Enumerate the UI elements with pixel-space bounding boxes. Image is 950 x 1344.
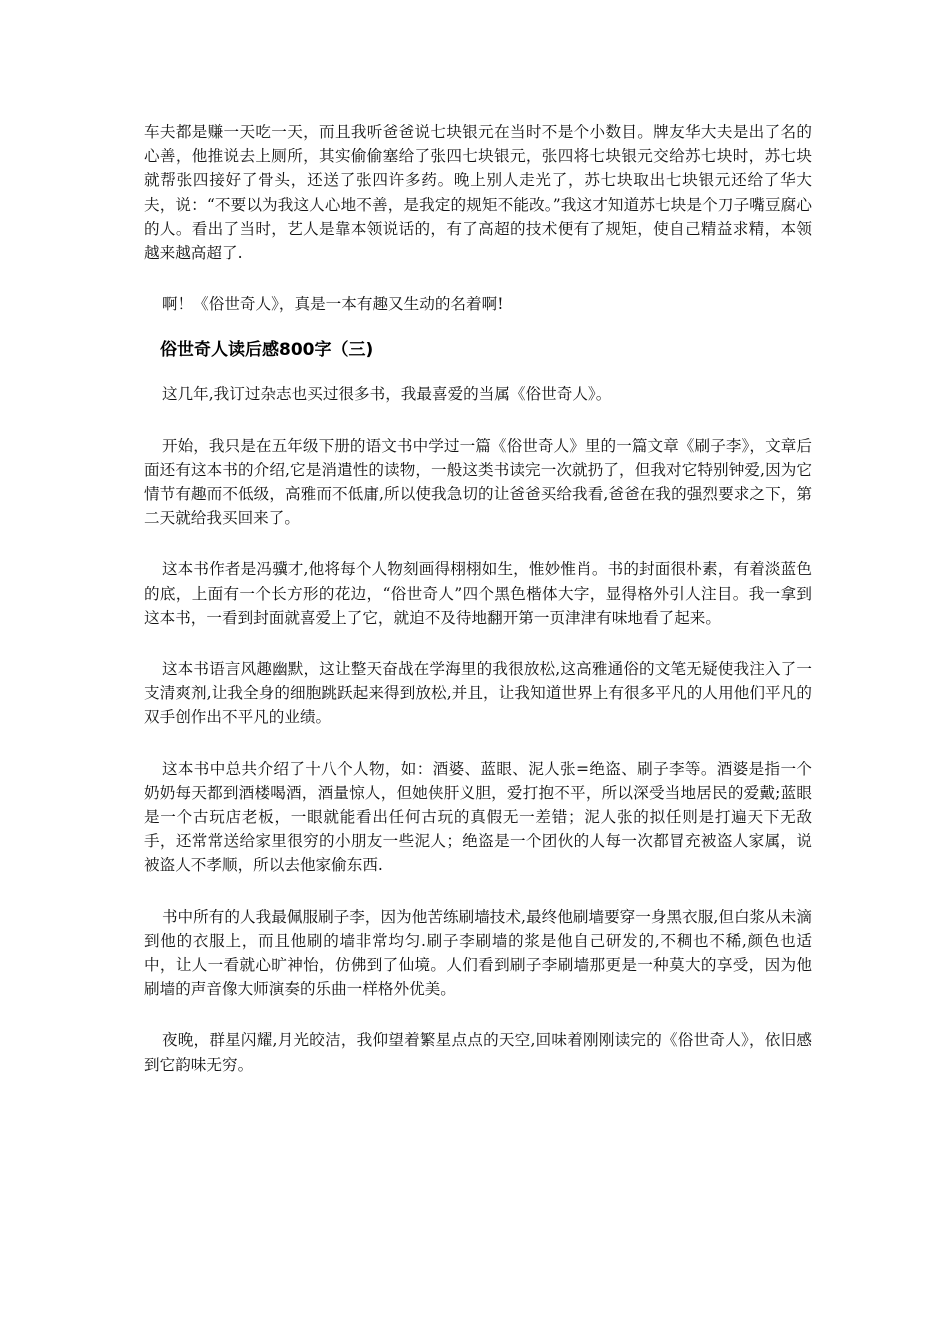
paragraph-characters: 这本书中总共介绍了十八个人物，如：酒婆、蓝眼、泥人张=绝盗、刷子李等。酒婆是指一个奶奶每天都到酒楼喝酒，酒量惊人，但她侠肝义胆，爱打抱不平，所以深受当地居民的爱戴;蓝眼是一个古玩店老板，一眼就能看出任何古玩的真假无一差错；泥人张的拟任则是打遍天下无敌手，还常常送给家里很穷的小朋友一些泥人；绝盗是一个团伙的人每一次都冒充被盗人家属，说被盗人不孝顺，所以去他家偷东西. xyxy=(144,759,812,875)
paragraph-exclamation: 啊！《俗世奇人》，真是一本有趣又生动的名着啊! xyxy=(161,295,504,314)
section-heading: 俗世奇人读后感800字（三) xyxy=(160,340,374,361)
paragraph-conclusion: 夜晚，群星闪耀,月光皎洁，我仰望着繁星点点的天空,回味着刚刚读完的《俗世奇人》，依旧感到它韵味无穷。 xyxy=(144,1031,812,1074)
paragraph-language-style: 这本书语言风趣幽默，这让整天奋战在学海里的我很放松,这高雅通俗的文笔无疑使我注入了一支清爽剂,让我全身的细胞跳跃起来得到放松,并且，让我知道世界上有很多平凡的人用他们平凡的双手创作出不平凡的业绩。 xyxy=(144,660,812,727)
paragraph-first-encounter: 开始，我只是在五年级下册的语文书中学过一篇《俗世奇人》里的一篇文章《刷子李》，文章后面还有这本书的介绍,它是消遣性的读物，一般这类书读完一次就扔了，但我对它特别钟爱,因为它情节有趣而不低级，高雅而不低庸,所以使我急切的让爸爸买给我看,爸爸在我的强烈要求之下，第二天就给我买回来了。 xyxy=(144,436,812,528)
paragraph-intro: 这几年,我订过杂志也买过很多书，我最喜爱的当属《俗世奇人》。 xyxy=(161,385,612,404)
paragraph-author-cover: 这本书作者是冯骥才,他将每个人物刻画得栩栩如生，惟妙惟肖。书的封面很朴素，有着淡蓝色的底，上面有一个长方形的花边，“俗世奇人”四个黑色楷体大字，显得格外引人注目。我一拿到这本书，一看到封面就喜爱上了它，就迫不及待地翻开第一页津津有味地看了起来。 xyxy=(144,560,812,627)
paragraph-story-continuation: 车夫都是赚一天吃一天，而且我听爸爸说七块银元在当时不是个小数目。牌友华大夫是出了名的心善，他推说去上厕所，其实偷偷塞给了张四七块银元，张四将七块银元交给苏七块时，苏七块就帮张四接好了骨头，还送了张四许多药。晚上别人走光了，苏七块取出七块银元还给了华大夫，说：“不要以为我这人心地不善，是我定的规矩不能改。”我这才知道苏七块是个刀子嘴豆腐心的人。看出了当时，艺人是靠本领说话的，有了高超的技术便有了规矩，使自己精益求精，本领越来越高超了. xyxy=(144,123,812,263)
document-page xyxy=(144,120,812,1077)
paragraph-favorite-character: 书中所有的人我最佩服刷子李，因为他苦练刷墙技术,最终他刷墙要穿一身黑衣服,但白浆从未滴到他的衣服上，而且他刷的墙非常均匀.刷子李刷墙的浆是他自己研发的,不稠也不稀,颜色也适中，让人一看就心旷神怡，仿佛到了仙境。人们看到刷子李刷墙那更是一种莫大的享受，因为他刷墙的声音像大师演奏的乐曲一样格外优美。 xyxy=(144,907,812,999)
